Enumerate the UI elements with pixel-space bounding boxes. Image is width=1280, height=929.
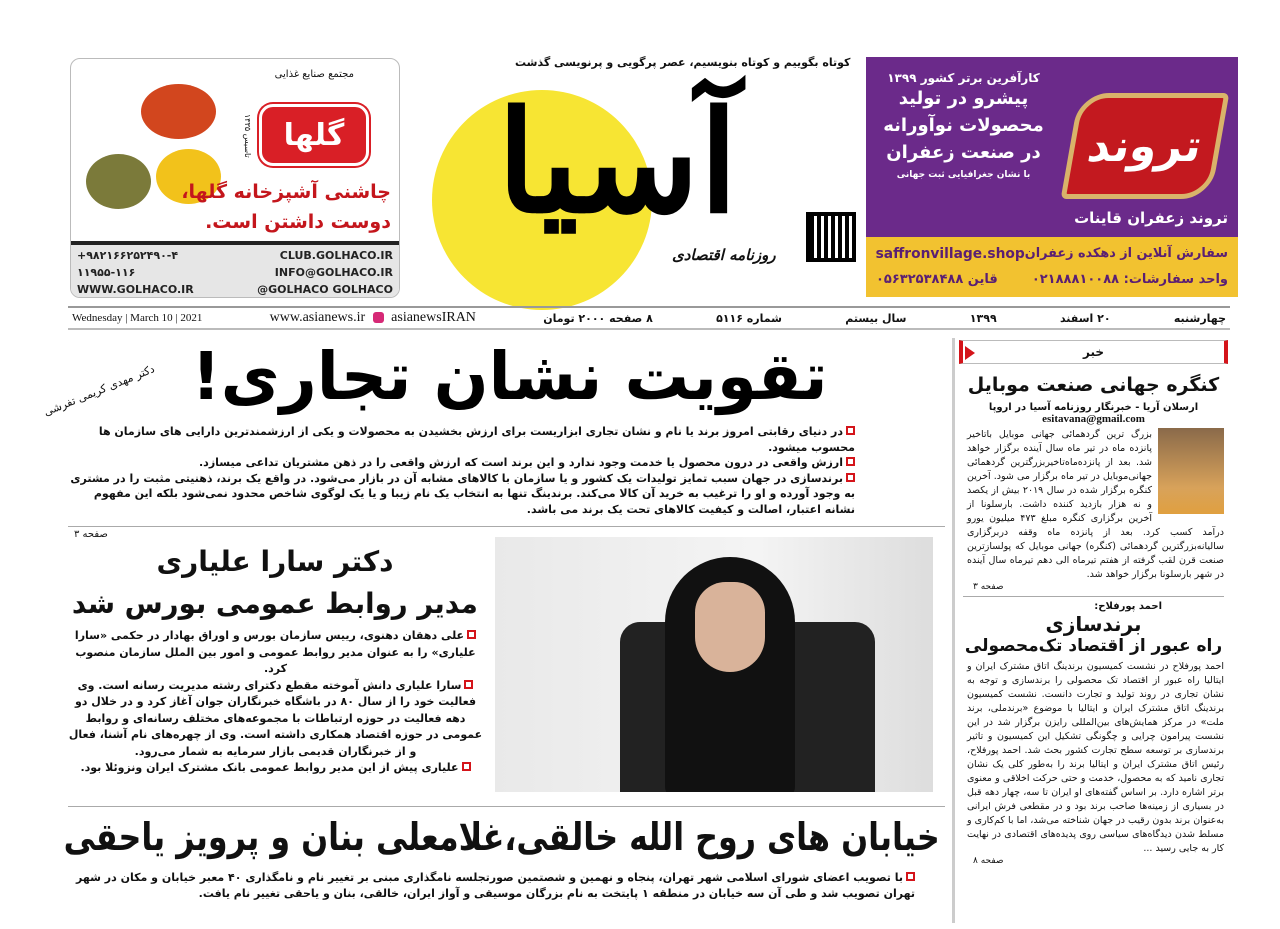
tarvand-logo: تروند (1061, 93, 1230, 199)
divider (68, 806, 945, 807)
spice-green (86, 154, 151, 209)
golha-founded: تاسیس ۱۳۳۵ (243, 114, 252, 158)
story3-body: با تصویب اعضای شورای اسلامی شهر تهران، پنجاه و نهمین و شصتمین صورتجلسه نامگذاری مبنی بر تغییر نام و نامگذاری ۴۰ معبر خیابان و مکان در شهر تهران تصویب شد و طی آن سه خیابان در منطقه ۱ پایتخت به نام بزرگان موسیقی و آواز ایران، خالقی، بنان و یاحقی تغییر نام یافت. (76, 871, 915, 900)
story3-headline: خیابان های روح الله خالقی،غلامعلی بنان و پرویز یاحقی (63, 815, 941, 859)
news2-body: احمد پورفلاح در نشست کمیسیون برندینگ اتاق مشترک ایران و ایتالیا راه عبور از اقتصاد تک محصولی را برندسازی و توجه به نشان تجاری در روند تولید و تجارت دانست. نشست کمیسیون برندینگ اتاق مشترک ایران و ایتالیا با موضوع «برندملی، برند ملت» در مرکز همایش‌های بین‌المللی رایزن برگزار شد در این نشست پیرامون چرایی و چگونگی تشکیل این کمیسیون و تاثیر برندسازی بر توسعه سطح تجارت کشور بحث شد. احمد پورفلاح، رئیس اتاق مشترک ایران و ایتالیا برند را به‌طور کلی یک نشان تجاری نامید که به محصول، خدمت و حتی حرکت اخلاقی و معنوی برتر اشاره دارد. بر اساس گفته‌های او ایران تا سه، چهار دهه قبل در بسیاری از زمینه‌ها صاحب برند بود و در مقطعی فرش ایرانی به‌عنوان برند بدون رقیب در جهان شناخته می‌شد، اما با کم‌کاری و مسلط شدن دیدگاه‌های سیاسی روی پدیده‌های اقتصادی در نهایت کار به جایی رسید ... (967, 661, 1224, 854)
news1-page-ref: صفحه ۳ (973, 582, 1004, 592)
section-header: خبر (959, 340, 1228, 364)
tarvand-qaen-phone: قاین ۰۵۶۳۲۵۳۸۴۸۸ (876, 272, 998, 287)
tarvand-ad[interactable] (866, 57, 1238, 297)
news1-title: کنگره جهانی صنعت موبایل (967, 374, 1220, 396)
golha-logo: گلها (259, 104, 369, 166)
lead-page-ref: صفحه ۳ (74, 529, 108, 540)
qr-code[interactable] (806, 212, 856, 262)
news1-email[interactable]: esitavana@gmail.com (1042, 413, 1145, 425)
news2-title: برندسازی (1045, 612, 1142, 636)
masthead-subtitle: روزنامه اقتصادی (672, 246, 776, 264)
newspaper-logo: آسیا (496, 81, 739, 245)
bullet-icon (906, 872, 915, 881)
news2-subtitle: راه عبور از اقتصاد تک‌محصولی (964, 636, 1223, 656)
news1-body: بزرگ ترین گردهمائی جهانی موبایل باتاخیر پانزده ماه در تیر ماه سال آینده برگزار خواهد شد. بعد از پانزده‌ماه‌تاخیر‌بزرگترین گردهمائی جهانی‌موبایل در تیر ماه برگزار می شود. آخرین کنگره برگزار شده در سال ۲۰۱۹ بیش از یکصد و نه هزار بازدید کننده داشت. بارسلونا از آخرین برگزاری کنگره مبلغ ۴۷۳ میلیون یورو درآمد کسب کرد. بعد از پانزده ماه وقفه دربرگزاری سالیانه‌بزرگترین گردهمائی (کنگره) جهانی موبایل که پولسازترین صنعت قرن لقب گرفته از هفتم تیرماه الی دهم تیرماه سال آینده در شهر بارسلونا برگزار خواهد شد. (967, 429, 1224, 580)
bullet-icon (462, 762, 471, 771)
golha-slogan: چاشنی آشپزخانه گلها، دوست داشتن است. (181, 181, 391, 233)
website-link[interactable]: www.asianews.ir asianewsIRAN (269, 310, 476, 325)
sara-aliari-photo (495, 537, 933, 792)
bullet-icon (464, 680, 473, 689)
golha-contacts: +۹۸۲۱۶۶۲۵۲۴۹۰-۴ CLUB.GOLHACO.IR ۱۱۹۵۵-۱۱۶ INFO@GOLHACO.IR WWW.GOLHACO.IR @GOLHACO GOLHACO (71, 241, 399, 297)
story2-body: علی دهقان دهنوی، رییس سازمان بورس و اوراق بهادار در حکمی «سارا علیاری» را به عنوان مدیر روابط عمومی و امور بین الملل سازمان منصوب کرد. سارا علیاری دانش آموخته مقطع دکترای رشته مدیریت رسانه است. وی فعالیت خود را از سال ۸۰ در باشگاه خبرنگاران جوان آغاز کرد و در خلال دو دهه فعالیت در حوزه ارتباطات با مجموعه‌های مختلف رسانه‌ای و روابط عمومی در حوزه اقتصاد همکاری داشته است. وی از چهره‌های نام آشنا، فعال و از خبرنگاران قدیمی بازار سرمایه به شمار می‌رود. علیاری پیش از این مدیر روابط عمومی بانک مشترک ایران ونزوئلا بود. (68, 629, 483, 774)
tarvand-copy: کارآفرین برتر کشور ۱۳۹۹ پیشرو در تولید محصولات نوآورانه در صنعت زعفران با نشان جغرافیایی ثبت جهانی (883, 71, 1044, 180)
bullet-icon (846, 473, 855, 482)
tarvand-company: تروند زعفران قاینات (1074, 209, 1228, 227)
divider (68, 526, 945, 527)
arrow-icon (965, 346, 975, 360)
golha-group: مجتمع صنایع غذایی (274, 69, 354, 80)
author-photo (1158, 428, 1224, 514)
story2-title: دکتر سارا علیاری (156, 545, 394, 578)
sidebar (952, 338, 1232, 923)
bullet-icon (846, 426, 855, 435)
bullet-icon (846, 457, 855, 466)
tarvand-strip: سفارش آنلاین از دهکده زعفران saffronvillage.shop واحد سفارشات: ۰۲۱۸۸۸۱۰۰۸۸ قاین ۰۵۶۳۲۵۳۸۴۸۸ (866, 237, 1238, 297)
news2-page-ref: صفحه ۸ (973, 856, 1004, 866)
lead-author: دکتر مهدی کریمی تفرشی (41, 362, 157, 419)
lead-headline: تقویت نشان تجاری! (191, 338, 829, 415)
news1-byline: ارسلان آریا - خبرنگار روزنامه آسیا در اروپا (988, 402, 1199, 413)
tarvand-sales-phone: واحد سفارشات: ۰۲۱۸۸۸۱۰۰۸۸ (1031, 272, 1228, 287)
news2-kicker: احمد پورفلاح: (1094, 601, 1162, 612)
lead-body: در دنیای رقابتی امروز برند یا نام و نشان تجاری ابزاریست برای ارزش بخشیدن به محصولات و یکی از ارزشمندترین دارایی های سازمان ها محسوب میشود. ارزش واقعی در درون محصول یا خدمت وجود ندارد و این برند است که ارزش واقعی را در ذهن مشتریان تداعی میسازد. برندسازی در جهان سبب تمایز تولیدات یک کشور و یا سازمان با کالاهای مشابه آن در بازار می‌شود. در واقع یک برند، ذهنیتی مثبت را در مشتری به وجود آورده و او را ترغیب به خرید آن کالا می‌کند. برندینگ تنها به انتخاب یک نام زیبا و یا یک لوگوی شاخص محدود نمی‌شود بلکه این مفهوم نشانه اعتبار، اصالت و کیفیت کالاهای تحت یک برند می باشد. (70, 425, 855, 516)
spice-red (141, 84, 216, 139)
masthead-tagline: کوتاه بگوییم و کوتاه بنویسیم، عصر پرگویی و پرنویسی گذشت (515, 56, 851, 69)
bullet-icon (467, 630, 476, 639)
story2-subtitle: مدیر روابط عمومی بورس شد (72, 587, 478, 620)
golha-ad[interactable] (70, 58, 400, 298)
issue-info-bar: چهارشنبه ۲۰ اسفند ۱۳۹۹ سال بیستم شماره ۵۱۱۶ ۸ صفحه ۲۰۰۰ تومان www.asianews.ir asianewsIRAN Wednesday | March 10 | 2021 (68, 306, 1230, 330)
instagram-icon (373, 312, 384, 323)
